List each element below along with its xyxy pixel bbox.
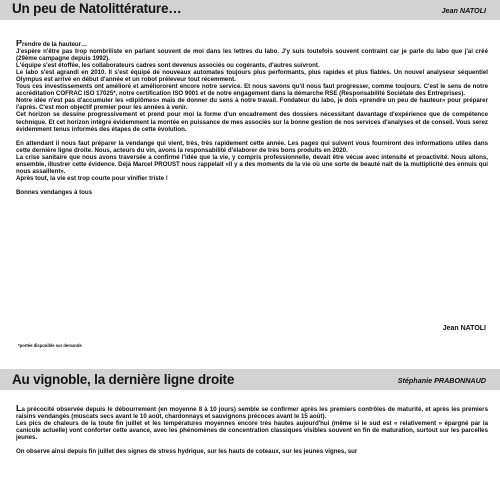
closing-line: Bonnes vendanges à tous <box>16 188 93 196</box>
footnote: *portée disponible sur demande <box>18 343 82 348</box>
article-natolitterature <box>16 40 488 294</box>
article-paragraph: Cet horizon se dessine progressivement et prend pour moi la forme d'un encadrement des dossiers nécessitant davantage d'expérience que de compétence technique. Et cet horizon intègre évidemment la montée en puissance de mes associés sur la bonne gestion de nos services d'analyses et de conseil. Vous serez évidemment tenus informés des étapes de cette évolution. <box>16 111 488 133</box>
article-vignoble <box>16 405 488 500</box>
section-header-natolitterature <box>0 0 500 20</box>
article-paragraph: J'espère n'être pas trop nombriliste en parlant souvent de moi dans les lettres du labo. J'y suis toutefois souvent contraint car je parle du labo que j'ai créé (29ème campagne depuis 1992). <box>16 48 488 63</box>
section-author: Stéphanie PRABONNAUD <box>397 376 486 385</box>
article-paragraph: La crise sanitaire que nous avons traversée a confirmé l'idée que la vie, y compris professionnelle, devait être vécue avec intensité et proactivité. Nous allons, ensemble, illustrer cette évidence. Déjà Marcel PROUST nous rappelait «Il y a des moments de la vie où une sorte de beauté naît de la multiplicité des ennuis qui nous assaillent». <box>16 153 488 175</box>
section-header-vignoble <box>0 369 500 390</box>
article-paragraph: Tous ces investissements ont amélioré et améliororent encore notre service. Et nous savons qu'il nous faut progresser, comme toujours. C'est le sens de notre accréditation COFRAC ISO 17025*, notre certification ISO 9001 et de notre engagement dans la démarche RSE (Responsabilité Sociétale des Entreprises). <box>16 83 488 98</box>
section-author: Jean NATOLI <box>441 6 486 15</box>
article-paragraph: Les pics de chaleurs de la toute fin juillet et les températures moyennes encore très hautes aujourd'hui (même si le sud est « relativement » épargné par la canicule actuelle) vont conforter cette avance, avec les phénomènes de concentration classiques visibles souvent en fin de maturation, surtout sur les parcelles jeunes. <box>16 420 488 442</box>
article-paragraph: La précocité observée depuis le débourrement (en moyenne 8 à 10 jours) semble se confirmer après les premiers contrôles de maturité, et après les premiers raisins vendangés (muscats secs avant le 10 août, chardonnays et sauvignons précoces avant le 15 août). <box>16 405 488 421</box>
article-paragraph: En attendant il nous faut préparer la vendange qui vient, très, très rapidement cette année. Les pages qui suivent vous fourniront des informations utiles dans cette dernière ligne droite. Nous, acteurs du vin, avons la responsabilité d'élaborer de très bons produits en 2020. <box>16 139 488 154</box>
drop-cap: P <box>16 40 23 48</box>
signature: Jean NATOLI <box>442 325 486 332</box>
article-paragraph: Le labo s'est agrandi en 2010. Il s'est équipé de nouveaux automates toujours plus performants, plus rapides et plus fiables. Un nouvel analyseur séquentiel Olympus est arrivé en début d'année et un robot préleveur tout récemment. <box>16 69 488 84</box>
section-title: Un peu de Natolittérature… <box>12 1 182 16</box>
article-paragraph: Après tout, la vie est trop courte pour vinifier triste ! <box>16 174 168 182</box>
section-title: Au vignoble, la dernière ligne droite <box>12 372 235 387</box>
drop-cap: L <box>16 405 22 413</box>
article-paragraph: On observe ainsi depuis fin juillet des signes de stress hydrique, sur les hauts de coteaux, sur les jeunes vignes, sur <box>16 448 358 456</box>
article-paragraph: L'équipe s'est étoffée, les collaborateurs cadres sont devenus associés ou cogérants, d'autres suivront. <box>16 62 320 70</box>
article-paragraph: Notre idée n'est pas d'accumuler les «diplômes» mais de donner du sens à notre travail. Fondateur du labo, je dois «prendre un peu de hauteur» pour préparer l'après. C'est mon objectif premier pour les années à venir. <box>16 97 488 112</box>
article-paragraph: Prendre de la hauteur… <box>16 40 88 48</box>
